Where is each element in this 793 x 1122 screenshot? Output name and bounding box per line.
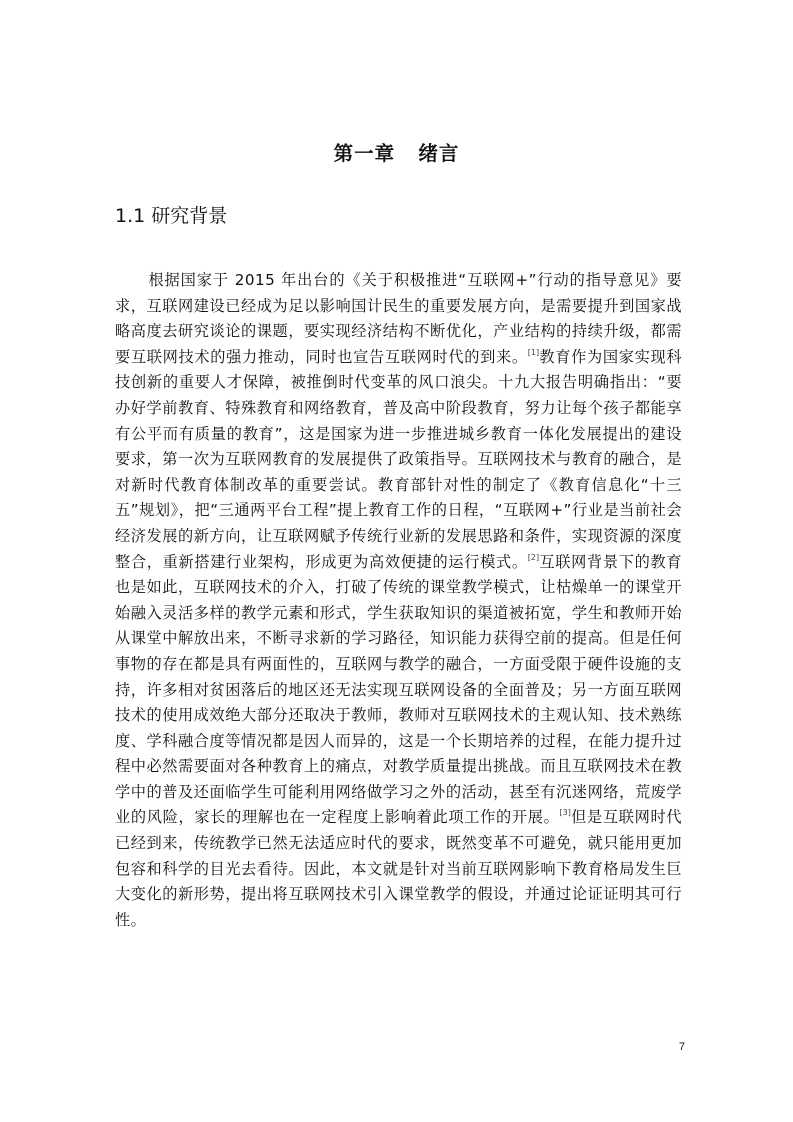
citation-3[interactable]: [3]	[559, 808, 571, 818]
chapter-title: 第一章 绪言	[333, 142, 460, 165]
paragraph-text-part-3: 互联网背景下的教育也是如此，互联网技术的介入，打破了传统的课堂教学模式，让枯燥单一的课堂开始融入灵活多样的教学元素和形式，学生获取知识的渠道被拓宽，学生和教师开始从课堂中解放出来，不断寻求新的学习路径，知识能力获得空前的提高。但是任何事物的存在都是具有两面性的，互联网与教学的融合，一方面受限于硬件设施的支持，许多相对贫困落后的地区还无法实现互联网设备的全面普及；另一方面互联网技术的使用成效绝大部分还取决于教师，教师对互联网技术的主观认知、技术熟练度、学科融合度等情况都是因人而异的，这是一个长期培养的过程，在能力提升过程中必然需要面对各种教育上的痛点，对教学质量提出挑战。而且互联网技术在教学中的普及还面临学生可能利用网络做学习之外的活动，甚至有沉迷网络，荒废学业的风险，家长的理解也在一定程度上影响着此项工作的开展。	[115, 552, 682, 827]
section-title: 1.1 研究背景	[115, 205, 228, 227]
citation-1[interactable]: [1]	[527, 347, 540, 357]
page-number: 7	[678, 1041, 685, 1053]
body-paragraph	[115, 268, 682, 933]
paragraph-text-part-2: 教育作为国家实现科技创新的重要人才保障，被推倒时代变革的风口浪尖。十九大报告明确指出：“要办好学前教育、特殊教育和网络教育，普及高中阶段教育，努力让每个孩子都能享有公平而有质量的教育”，这是国家为进一步推进城乡教育一体化发展提出的建设要求，第一次为互联网教育的发展提供了政策指导。互联网技术与教育的融合，是对新时代教育体制改革的重要尝试。教育部针对性的制定了《教育信息化“十三五”规划》，把“三通两平台工程”提上教育工作的日程，“互联网+”行业是当前社会经济发展的新方向，让互联网赋予传统行业新的发展思路和条件，实现资源的深度整合，重新搭建行业架构，形成更为高效便捷的运行模式。	[115, 347, 682, 571]
paragraph-text-part-1: 根据国家于 2015 年出台的《关于积极推进“互联网+”行动的指导意见》要求，互联网建设已经成为足以影响国计民生的重要发展方向，是需要提升到国家战略高度去研究谈论的课题，要实现经济结构不断优化，产业结构的持续升级，都需要互联网技术的强力推动，同时也宣告互联网时代的到来。	[115, 271, 682, 366]
citation-2[interactable]: [2]	[527, 552, 540, 562]
paragraph-text-part-4: 但是互联网时代已经到来，传统教学已然无法适应时代的要求，既然变革不可避免，就只能用更加包容和科学的目光去看待。因此，本文就是针对当前互联网影响下教育格局发生巨大变化的新形势，提出将互联网技术引入课堂教学的假设，并通过论证证明其可行性。	[115, 808, 682, 929]
